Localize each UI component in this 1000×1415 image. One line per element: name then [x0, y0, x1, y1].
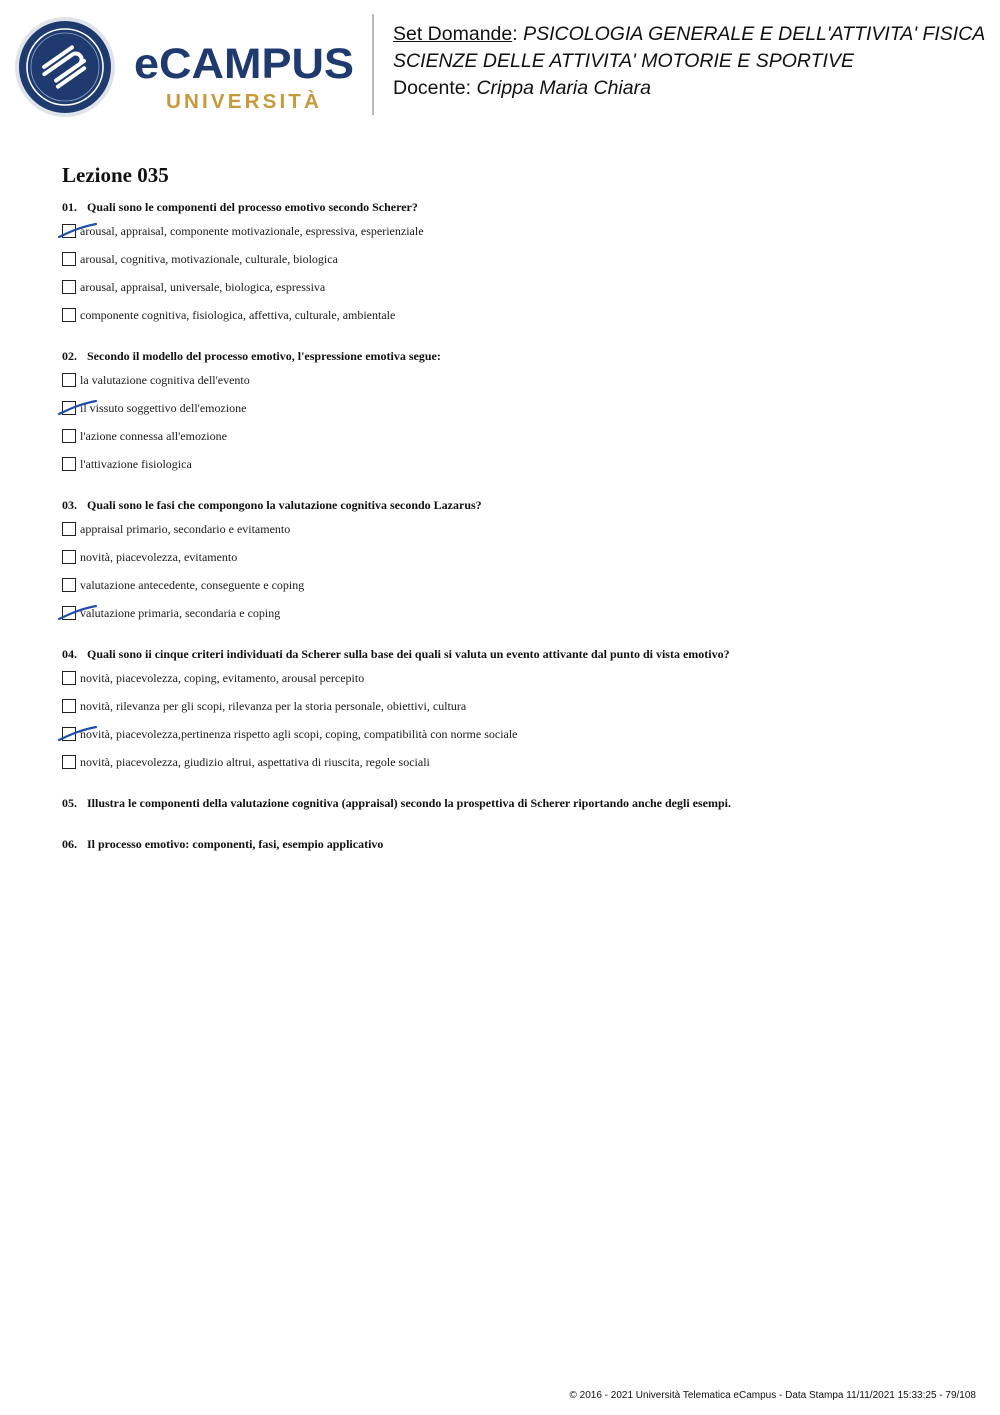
answer-checkbox[interactable] [62, 727, 76, 741]
answer-label: arousal, appraisal, componente motivazionale, espressiva, esperienziale [80, 224, 424, 238]
answer-label: l'azione connessa all'emozione [80, 429, 227, 443]
question-text [62, 348, 962, 364]
answer-checkbox[interactable] [62, 671, 76, 685]
docente-label: Docente: [393, 77, 477, 99]
answer-checkbox[interactable] [62, 224, 76, 238]
logo-sub-text: UNIVERSITÀ [166, 91, 318, 113]
question-text [62, 795, 962, 811]
answer-option[interactable] [62, 456, 962, 484]
answer-label: novità, piacevolezza, evitamento [80, 550, 238, 564]
answer-checkbox[interactable] [62, 457, 76, 471]
answer-label: novità, piacevolezza, giudizio altrui, aspettativa di riuscita, regole sociali [80, 755, 430, 769]
set-title-line1: PSICOLOGIA GENERALE E DELL'ATTIVITA' FISICA [523, 23, 986, 45]
question-prompt: Quali sono le componenti del processo emotivo secondo Scherer? [87, 200, 418, 214]
lesson-title: Lezione 035 [62, 163, 169, 187]
answer-checkbox[interactable] [62, 606, 76, 620]
question-set [62, 160, 962, 877]
question-number: 02. [62, 349, 77, 363]
answer-label: l'attivazione fisiologica [80, 457, 192, 471]
answer-option[interactable] [62, 605, 962, 633]
question-3 [62, 497, 962, 633]
set-separator: : [512, 23, 524, 45]
answer-label: novità, rilevanza per gli scopi, rilevanza per la storia personale, obiettivi, cultura [80, 699, 467, 713]
answer-checkbox[interactable] [62, 373, 76, 387]
answer-label: novità, piacevolezza, coping, evitamento, arousal percepito [80, 671, 365, 685]
answer-label: appraisal primario, secondario e evitamento [80, 522, 291, 536]
answer-option[interactable] [62, 307, 962, 335]
question-text [62, 497, 962, 513]
answer-option[interactable] [62, 698, 962, 726]
logo-word-text: eCAMPUS [134, 40, 354, 88]
answer-label: valutazione primaria, secondaria e coping [80, 606, 281, 620]
answer-checkbox[interactable] [62, 755, 76, 769]
question-number: 03. [62, 498, 77, 512]
answer-checkbox[interactable] [62, 550, 76, 564]
set-title-line [393, 21, 985, 48]
page-header [0, 0, 1000, 130]
answer-checkbox[interactable] [62, 522, 76, 536]
course-info [393, 21, 985, 102]
docente-line [393, 75, 985, 102]
answer-option[interactable] [62, 279, 962, 307]
answer-checkbox[interactable] [62, 578, 76, 592]
answer-label: novità, piacevolezza,pertinenza rispetto agli scopi, coping, compatibilità con norme sociale [80, 727, 518, 741]
answer-option[interactable] [62, 549, 962, 577]
answer-label: il vissuto soggettivo dell'emozione [80, 401, 247, 415]
ecampus-seal-logo [14, 16, 116, 118]
answer-label: valutazione antecedente, conseguente e coping [80, 578, 305, 592]
question-4 [62, 646, 962, 782]
question-2 [62, 348, 962, 484]
answer-label: componente cognitiva, fisiologica, affettiva, culturale, ambientale [80, 308, 396, 322]
answer-checkbox[interactable] [62, 699, 76, 713]
page-footer: © 2016 - 2021 Università Telematica eCampus - Data Stampa 11/11/2021 15:33:25 - 79/108 [569, 1390, 976, 1401]
ecampus-wordmark-logo [132, 38, 357, 118]
answer-option[interactable] [62, 754, 962, 782]
question-number: 01. [62, 200, 77, 214]
questions-list [62, 199, 962, 782]
answer-option[interactable] [62, 400, 962, 428]
question-prompt: Illustra le componenti della valutazione cognitiva (appraisal) secondo la prospettiva di Scherer riportando anche degli esempi. [87, 796, 731, 810]
answer-checkbox[interactable] [62, 401, 76, 415]
answer-label: la valutazione cognitiva dell'evento [80, 373, 250, 387]
open-questions-list [62, 795, 962, 852]
open-question-6 [62, 836, 962, 852]
set-title-line2: SCIENZE DELLE ATTIVITA' MOTORIE E SPORTIVE [393, 50, 854, 72]
answer-option[interactable] [62, 726, 962, 754]
question-number: 05. [62, 796, 77, 810]
question-number: 06. [62, 837, 77, 851]
question-prompt: Il processo emotivo: componenti, fasi, esempio applicativo [87, 837, 384, 851]
answer-checkbox[interactable] [62, 308, 76, 322]
open-question-5 [62, 795, 962, 811]
answer-option[interactable] [62, 670, 962, 698]
answer-option[interactable] [62, 251, 962, 279]
answer-option[interactable] [62, 372, 962, 400]
question-prompt: Secondo il modello del processo emotivo, l'espressione emotiva segue: [87, 349, 441, 363]
question-prompt: Quali sono ii cinque criteri individuati da Scherer sulla base dei quali si valuta un evento attivante dal punto di vista emotivo? [87, 647, 730, 661]
answer-checkbox[interactable] [62, 429, 76, 443]
header-divider [372, 14, 374, 115]
docente-name: Crippa Maria Chiara [476, 77, 651, 99]
answer-checkbox[interactable] [62, 280, 76, 294]
question-prompt: Quali sono le fasi che compongono la valutazione cognitiva secondo Lazarus? [87, 498, 482, 512]
question-text [62, 836, 962, 852]
question-1 [62, 199, 962, 335]
question-number: 04. [62, 647, 77, 661]
answer-option[interactable] [62, 223, 962, 251]
set-label: Set Domande [393, 23, 513, 45]
answer-option[interactable] [62, 428, 962, 456]
answer-checkbox[interactable] [62, 252, 76, 266]
answer-label: arousal, appraisal, universale, biologica, espressiva [80, 280, 326, 294]
question-text [62, 646, 962, 662]
answer-label: arousal, cognitiva, motivazionale, culturale, biologica [80, 252, 338, 266]
question-text [62, 199, 962, 215]
answer-option[interactable] [62, 577, 962, 605]
answer-option[interactable] [62, 521, 962, 549]
